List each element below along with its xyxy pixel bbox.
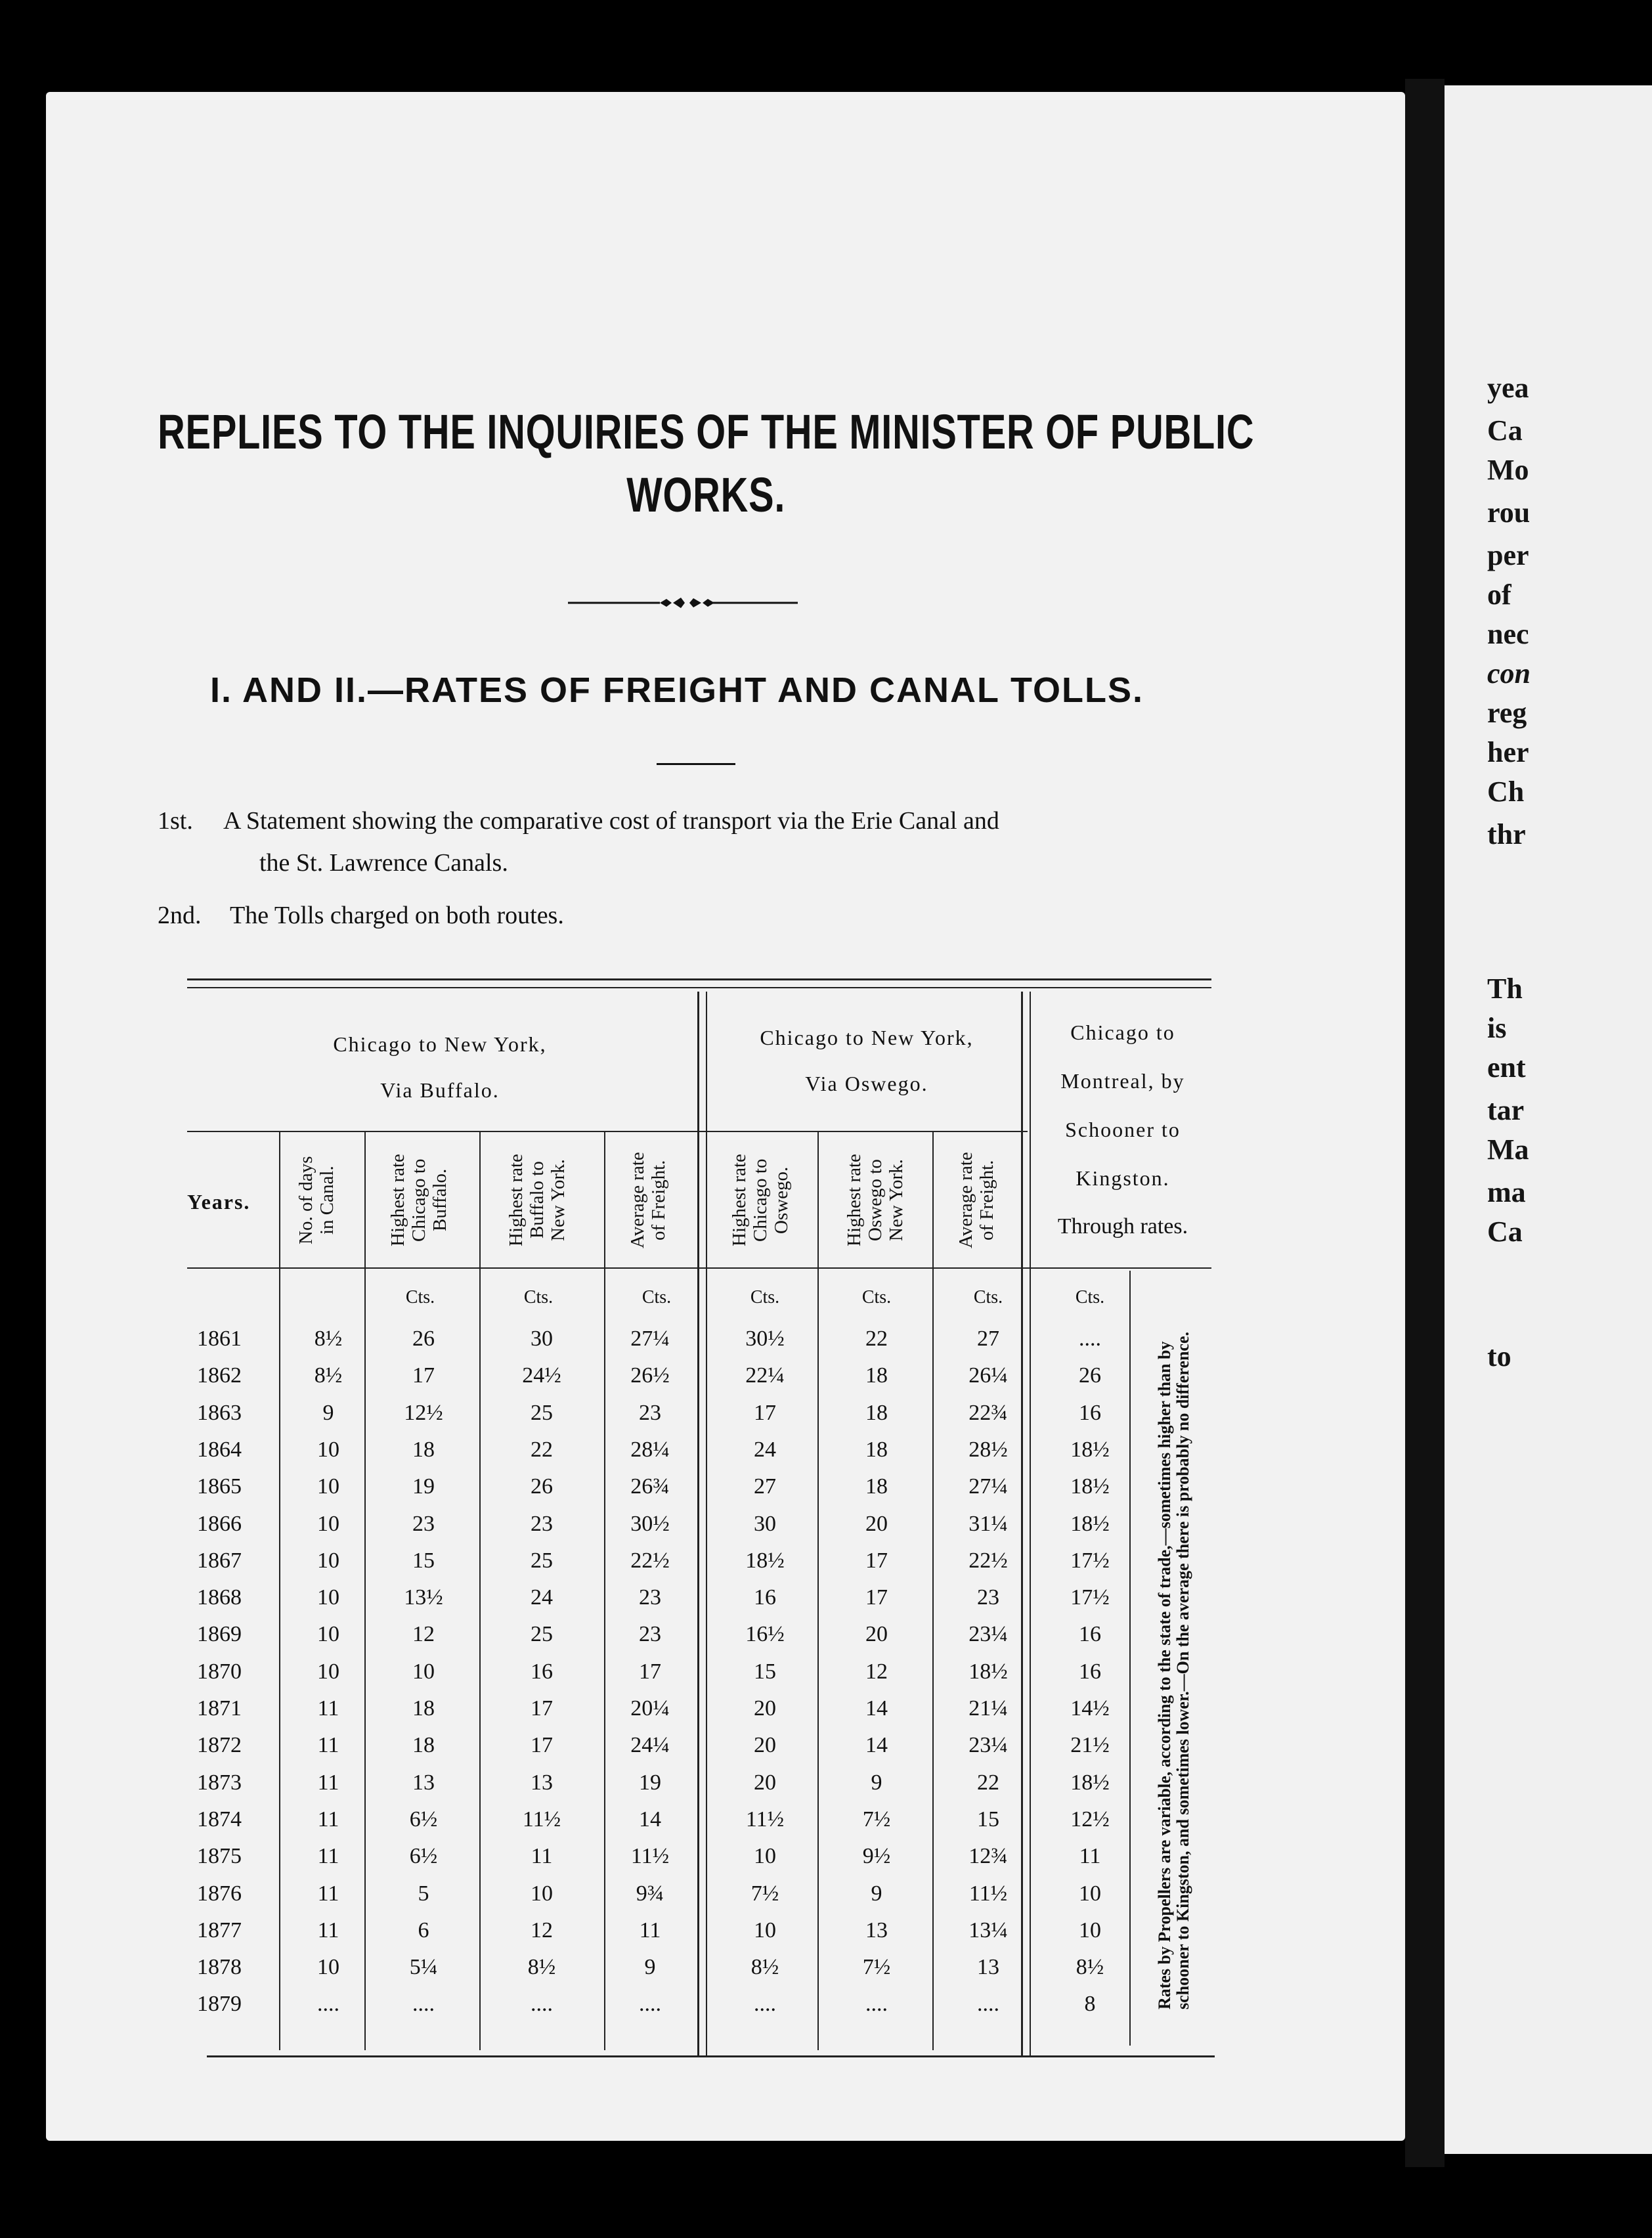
table-cell: 18 bbox=[865, 1474, 888, 1499]
table-cell: 23 bbox=[977, 1585, 999, 1610]
unit-label: Cts. bbox=[861, 1287, 892, 1307]
table-cell: 18½ bbox=[1070, 1511, 1110, 1536]
table-cell: 17 bbox=[531, 1733, 553, 1758]
section-heading: I. AND II.—RATES OF FREIGHT AND CANAL TOLLS. bbox=[210, 670, 1144, 710]
table-cell: 27¼ bbox=[630, 1327, 670, 1351]
table-row-year: 1872 bbox=[197, 1733, 242, 1758]
table-row-year: 1861 bbox=[197, 1327, 242, 1351]
divider bbox=[657, 763, 735, 765]
column-header: Highest rate Chicago to Oswego. bbox=[729, 1154, 792, 1246]
column-header: Highest rate Buffalo to New York. bbox=[506, 1154, 569, 1246]
table-cell: 16 bbox=[1079, 1659, 1101, 1684]
table-cell: 27 bbox=[754, 1474, 776, 1499]
table-cell: 18 bbox=[865, 1437, 888, 1462]
table-cell: 8½ bbox=[750, 1955, 779, 1980]
table-cell: 10 bbox=[1079, 1881, 1101, 1906]
ornament-rule bbox=[568, 595, 798, 611]
table-cell: 11 bbox=[317, 1918, 339, 1942]
table-cell: 10 bbox=[1079, 1918, 1101, 1942]
statement-text: The Tolls charged on both routes. bbox=[230, 902, 564, 929]
table-cell: 11½ bbox=[630, 1844, 670, 1869]
right-page-fragment: Ca bbox=[1487, 414, 1523, 447]
table-cell: 26¼ bbox=[968, 1363, 1008, 1388]
table-cell: 23 bbox=[639, 1400, 661, 1425]
right-page-fragment: of bbox=[1487, 579, 1511, 611]
table-cell: 23 bbox=[639, 1622, 661, 1647]
table-row-year: 1875 bbox=[197, 1844, 242, 1869]
unit-label: Cts. bbox=[641, 1287, 672, 1307]
table-cell: .... bbox=[754, 1992, 776, 2017]
table-cell: 11 bbox=[317, 1696, 339, 1721]
table-cell: 17½ bbox=[1070, 1548, 1110, 1573]
table-cell: 11 bbox=[1079, 1844, 1101, 1869]
table-cell: 11 bbox=[639, 1918, 661, 1942]
unit-label: Cts. bbox=[750, 1287, 780, 1307]
table-cell: 8½ bbox=[1076, 1955, 1104, 1980]
table-cell: 23 bbox=[531, 1511, 553, 1536]
table-cell: 13½ bbox=[404, 1585, 443, 1610]
right-page-fragment: ent bbox=[1487, 1051, 1526, 1084]
table-cell: 9 bbox=[871, 1881, 882, 1906]
table-cell: 30 bbox=[754, 1511, 776, 1536]
table-cell: 15 bbox=[754, 1659, 776, 1684]
table-cell: 18½ bbox=[968, 1659, 1008, 1684]
table-cell: 17 bbox=[639, 1659, 661, 1684]
table-cell: 27 bbox=[977, 1327, 999, 1351]
right-page-fragment: is bbox=[1487, 1012, 1507, 1044]
table-cell: 5 bbox=[418, 1881, 429, 1906]
table-cell: 16 bbox=[754, 1585, 776, 1610]
table-cell: 21¼ bbox=[968, 1696, 1008, 1721]
table-cell: 11 bbox=[317, 1807, 339, 1832]
table-cell: 22¾ bbox=[968, 1400, 1008, 1425]
table-row-year: 1864 bbox=[197, 1437, 242, 1462]
table-cell: 24 bbox=[531, 1585, 553, 1610]
table-row-year: 1863 bbox=[197, 1400, 242, 1425]
right-page-fragment: Mo bbox=[1487, 454, 1529, 486]
table-cell: 13¼ bbox=[968, 1918, 1008, 1942]
table-cell: 30½ bbox=[630, 1511, 670, 1536]
table-cell: 10 bbox=[317, 1622, 339, 1647]
group-header-line: Via Buffalo. bbox=[380, 1078, 500, 1102]
unit-label: Cts. bbox=[523, 1287, 554, 1307]
table-cell: 16 bbox=[1079, 1400, 1101, 1425]
table-cell: .... bbox=[1079, 1327, 1101, 1351]
right-page-fragment: con bbox=[1487, 657, 1531, 690]
right-page bbox=[1445, 85, 1652, 2154]
table-row-year: 1874 bbox=[197, 1807, 242, 1832]
table-cell: 17 bbox=[531, 1696, 553, 1721]
table-cell: 15 bbox=[977, 1807, 999, 1832]
table-cell: 12 bbox=[865, 1659, 888, 1684]
table-cell: 21½ bbox=[1070, 1733, 1110, 1758]
table-cell: 13 bbox=[865, 1918, 888, 1942]
table-cell: 11 bbox=[317, 1733, 339, 1758]
table-rule-top bbox=[187, 978, 1211, 980]
table-cell: 27¼ bbox=[968, 1474, 1008, 1499]
right-page-fragment: yea bbox=[1487, 372, 1529, 404]
table-cell: 13 bbox=[977, 1955, 999, 1980]
table-row-year: 1868 bbox=[197, 1585, 242, 1610]
table-cell: 11½ bbox=[522, 1807, 561, 1832]
table-divider bbox=[706, 992, 707, 2055]
table-cell: 18 bbox=[865, 1363, 888, 1388]
group-header-buffalo bbox=[250, 1021, 630, 1113]
table-rule-bottom bbox=[207, 2055, 1215, 2057]
table-cell: 12½ bbox=[404, 1400, 443, 1425]
table-cell: 18 bbox=[412, 1437, 435, 1462]
table-cell: 10 bbox=[317, 1585, 339, 1610]
table-cell: 16 bbox=[531, 1659, 553, 1684]
table-cell: 14½ bbox=[1070, 1696, 1110, 1721]
table-cell: 20 bbox=[754, 1770, 776, 1795]
table-cell: 9¾ bbox=[636, 1881, 664, 1906]
page-title: REPLIES TO THE INQUIRIES OF THE MINISTER OF PUBLIC WORKS. bbox=[158, 405, 1255, 522]
right-page-fragment: Ch bbox=[1487, 776, 1525, 808]
table-cell: 8½ bbox=[314, 1327, 343, 1351]
right-page-fragment: per bbox=[1487, 539, 1529, 571]
table-rule bbox=[187, 1267, 1211, 1269]
table-cell: 12½ bbox=[1070, 1807, 1110, 1832]
table-row-year: 1869 bbox=[197, 1622, 242, 1647]
table-cell: 14 bbox=[639, 1807, 661, 1832]
table-cell: 26 bbox=[412, 1327, 435, 1351]
table-cell: 19 bbox=[639, 1770, 661, 1795]
right-page-fragment: Ma bbox=[1487, 1133, 1529, 1166]
table-cell: 14 bbox=[865, 1696, 888, 1721]
table-cell: 17 bbox=[865, 1585, 888, 1610]
table-cell: 14 bbox=[865, 1733, 888, 1758]
table-cell: 10 bbox=[317, 1474, 339, 1499]
table-rule-top bbox=[187, 987, 1211, 988]
table-cell: 26 bbox=[531, 1474, 553, 1499]
table-cell: 13 bbox=[531, 1770, 553, 1795]
table-cell: 13 bbox=[412, 1770, 435, 1795]
table-cell: 8½ bbox=[314, 1363, 343, 1388]
column-header: Average rate of Freight. bbox=[955, 1152, 997, 1248]
table-cell: 9 bbox=[322, 1400, 334, 1425]
table-cell: 17 bbox=[754, 1400, 776, 1425]
table-cell: 10 bbox=[317, 1548, 339, 1573]
table-cell: 15 bbox=[412, 1548, 435, 1573]
table-cell: 20 bbox=[754, 1696, 776, 1721]
table-cell: 5¼ bbox=[409, 1955, 438, 1980]
table-cell: 10 bbox=[531, 1881, 553, 1906]
table-cell: 8 bbox=[1084, 1992, 1096, 2017]
footnote-text: Rates by Propellers are variable, according to the state of trade,—sometimes higher than by schooner to Kingston, and sometimes lower.—On the average there is probably no difference. bbox=[1155, 1331, 1192, 2009]
right-page-fragment: Th bbox=[1487, 973, 1523, 1005]
right-page-fragment: rou bbox=[1487, 496, 1531, 529]
table-cell: 23 bbox=[412, 1511, 435, 1536]
table-cell: 31¼ bbox=[968, 1511, 1008, 1536]
table-cell: 30 bbox=[531, 1327, 553, 1351]
table-cell: 17 bbox=[412, 1363, 435, 1388]
table-row-year: 1879 bbox=[197, 1992, 242, 2017]
page-gutter bbox=[1405, 79, 1445, 2167]
table-row-year: 1876 bbox=[197, 1881, 242, 1906]
column-divider bbox=[932, 1131, 934, 2050]
table-cell: 26¾ bbox=[630, 1474, 670, 1499]
table-cell: 12¾ bbox=[968, 1844, 1008, 1869]
table-cell: 6½ bbox=[409, 1807, 438, 1832]
table-cell: 22½ bbox=[630, 1548, 670, 1573]
table-cell: 25 bbox=[531, 1400, 553, 1425]
table-cell: 19 bbox=[412, 1474, 435, 1499]
table-cell: 7½ bbox=[862, 1807, 891, 1832]
column-header: Highest rate Chicago to Buffalo. bbox=[387, 1154, 450, 1246]
table-cell: 22 bbox=[531, 1437, 553, 1462]
group-header-line: Via Oswego. bbox=[805, 1072, 928, 1095]
table-cell: 16 bbox=[1079, 1622, 1101, 1647]
group-header-montreal bbox=[1031, 1008, 1215, 1251]
table-cell: 7½ bbox=[862, 1955, 891, 1980]
table-cell: 10 bbox=[412, 1659, 435, 1684]
table-cell: 30½ bbox=[745, 1327, 785, 1351]
table-row-year: 1871 bbox=[197, 1696, 242, 1721]
column-header: No. of days in Canal. bbox=[295, 1156, 337, 1244]
table-cell: 16½ bbox=[745, 1622, 785, 1647]
group-header-line: Schooner to bbox=[1065, 1118, 1181, 1141]
right-page-fragment: Ca bbox=[1487, 1216, 1523, 1248]
table-cell: 9½ bbox=[862, 1844, 891, 1869]
table-cell: 24½ bbox=[522, 1363, 561, 1388]
column-header: Average rate of Freight. bbox=[627, 1152, 669, 1248]
table-row-year: 1870 bbox=[197, 1659, 242, 1684]
column-divider bbox=[817, 1131, 819, 2050]
right-page-fragment: ma bbox=[1487, 1176, 1526, 1208]
table-cell: 23¼ bbox=[968, 1733, 1008, 1758]
table-row-year: 1867 bbox=[197, 1548, 242, 1573]
table-cell: 22¼ bbox=[745, 1363, 785, 1388]
table-cell: 28¼ bbox=[630, 1437, 670, 1462]
group-header-line: Montreal, by bbox=[1060, 1069, 1185, 1093]
table-row-year: 1862 bbox=[197, 1363, 242, 1388]
table-cell: .... bbox=[865, 1992, 888, 2017]
table-cell: 10 bbox=[317, 1437, 339, 1462]
table-cell: 17 bbox=[865, 1548, 888, 1573]
table-cell: 18 bbox=[412, 1696, 435, 1721]
statement-text: A Statement showing the comparative cost of transport via the Erie Canal and bbox=[223, 807, 999, 835]
unit-label: Cts. bbox=[405, 1287, 435, 1307]
table-cell: 10 bbox=[317, 1511, 339, 1536]
table-cell: 9 bbox=[871, 1770, 882, 1795]
table-cell: 25 bbox=[531, 1548, 553, 1573]
right-page-fragment: tar bbox=[1487, 1094, 1525, 1126]
statement-number: 1st. bbox=[158, 807, 193, 835]
table-cell: 18½ bbox=[745, 1548, 785, 1573]
table-cell: 11½ bbox=[745, 1807, 785, 1832]
table-cell: 7½ bbox=[750, 1881, 779, 1906]
table-cell: .... bbox=[977, 1992, 999, 2017]
table-cell: 26½ bbox=[630, 1363, 670, 1388]
table-cell: 6 bbox=[418, 1918, 429, 1942]
table-cell: .... bbox=[531, 1992, 553, 2017]
group-header-line: Kingston. bbox=[1076, 1166, 1170, 1190]
table-cell: 25 bbox=[531, 1622, 553, 1647]
table-cell: 20 bbox=[865, 1511, 888, 1536]
table-cell: 20 bbox=[865, 1622, 888, 1647]
table-cell: 24 bbox=[754, 1437, 776, 1462]
scan-border bbox=[0, 0, 1652, 92]
table-cell: 18½ bbox=[1070, 1474, 1110, 1499]
table-cell: 10 bbox=[317, 1659, 339, 1684]
column-header: Highest rate Oswego to New York. bbox=[844, 1154, 907, 1246]
table-row-year: 1866 bbox=[197, 1511, 242, 1536]
table-cell: 11 bbox=[531, 1844, 553, 1869]
statement-text: the St. Lawrence Canals. bbox=[259, 849, 508, 877]
column-divider bbox=[479, 1131, 481, 2050]
years-header: Years. bbox=[187, 1190, 251, 1214]
group-header-line: Chicago to New York, bbox=[333, 1032, 547, 1056]
table-cell: .... bbox=[412, 1992, 435, 2017]
table-cell: 22 bbox=[977, 1770, 999, 1795]
group-header-line: Through rates. bbox=[1057, 1214, 1188, 1239]
right-page-fragment: to bbox=[1487, 1340, 1511, 1372]
table-row-year: 1873 bbox=[197, 1770, 242, 1795]
table-cell: .... bbox=[317, 1992, 339, 2017]
table-cell: 22 bbox=[865, 1327, 888, 1351]
table-cell: 8½ bbox=[527, 1955, 556, 1980]
table-cell: 11 bbox=[317, 1881, 339, 1906]
table-cell: 20¼ bbox=[630, 1696, 670, 1721]
table-cell: 26 bbox=[1079, 1363, 1101, 1388]
table-cell: 18 bbox=[412, 1733, 435, 1758]
table-cell: 12 bbox=[412, 1622, 435, 1647]
right-page-fragment: reg bbox=[1487, 697, 1527, 729]
table-cell: 22½ bbox=[968, 1548, 1008, 1573]
table-cell: 11½ bbox=[968, 1881, 1008, 1906]
table-cell: 10 bbox=[754, 1844, 776, 1869]
unit-label: Cts. bbox=[1075, 1287, 1105, 1307]
table-cell: 9 bbox=[644, 1955, 656, 1980]
table-cell: 23¼ bbox=[968, 1622, 1008, 1647]
right-page-fragment: thr bbox=[1487, 818, 1526, 850]
table-row-year: 1878 bbox=[197, 1955, 242, 1980]
table-row-year: 1865 bbox=[197, 1474, 242, 1499]
table-cell: 24¼ bbox=[630, 1733, 670, 1758]
table-cell: .... bbox=[639, 1992, 661, 2017]
right-page-fragment: nec bbox=[1487, 618, 1529, 650]
unit-label: Cts. bbox=[973, 1287, 1003, 1307]
table-cell: 10 bbox=[317, 1955, 339, 1980]
table-cell: 18½ bbox=[1070, 1437, 1110, 1462]
table-cell: 12 bbox=[531, 1918, 553, 1942]
group-header-line: Chicago to New York, bbox=[760, 1026, 974, 1049]
footnote bbox=[1156, 1287, 1221, 2009]
statement-number: 2nd. bbox=[158, 902, 202, 929]
table-cell: 17½ bbox=[1070, 1585, 1110, 1610]
table-cell: 28½ bbox=[968, 1437, 1008, 1462]
group-header-oswego bbox=[712, 1015, 1021, 1107]
table-cell: 18 bbox=[865, 1400, 888, 1425]
table-cell: 20 bbox=[754, 1733, 776, 1758]
table-cell: 11 bbox=[317, 1844, 339, 1869]
right-page-fragment: her bbox=[1487, 736, 1529, 768]
table-row-year: 1877 bbox=[197, 1918, 242, 1942]
table-cell: 11 bbox=[317, 1770, 339, 1795]
table-rule bbox=[187, 1131, 1028, 1132]
group-header-line: Chicago to bbox=[1070, 1020, 1175, 1044]
table-cell: 23 bbox=[639, 1585, 661, 1610]
table-cell: 10 bbox=[754, 1918, 776, 1942]
table-cell: 18½ bbox=[1070, 1770, 1110, 1795]
table-cell: 6½ bbox=[409, 1844, 438, 1869]
